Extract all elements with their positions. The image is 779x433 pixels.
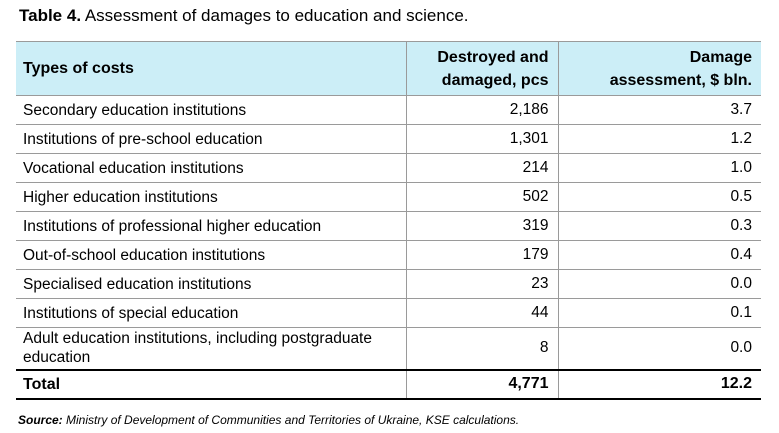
table-row xyxy=(16,96,761,125)
cell-count: 44 xyxy=(406,299,558,328)
source-text: Ministry of Development of Communities and Territories of Ukraine, KSE calculations. xyxy=(62,413,520,427)
cell-damage: 0.0 xyxy=(558,328,761,370)
caption-label: Table 4. xyxy=(19,6,82,25)
cell-damage: 0.5 xyxy=(558,183,761,212)
cell-count: 23 xyxy=(406,270,558,299)
header-col1-text: Types of costs xyxy=(23,60,134,77)
cell-count: 214 xyxy=(406,154,558,183)
table-row xyxy=(16,299,761,328)
table-row xyxy=(16,183,761,212)
header-damage-assessment xyxy=(558,42,761,96)
table-caption xyxy=(19,6,469,26)
cell-damage: 0.4 xyxy=(558,241,761,270)
cell-damage: 1.0 xyxy=(558,154,761,183)
total-damage: 12.2 xyxy=(558,370,761,399)
cell-count: 1,301 xyxy=(406,125,558,154)
cell-type: Institutions of pre-school education xyxy=(16,125,406,154)
cell-damage: 0.0 xyxy=(558,270,761,299)
header-types-of-costs xyxy=(16,42,406,96)
damages-table xyxy=(16,41,761,400)
table-header-row xyxy=(16,42,761,96)
cell-type: Specialised education institutions xyxy=(16,270,406,299)
table-row xyxy=(16,125,761,154)
cell-type: Institutions of special education xyxy=(16,299,406,328)
total-count: 4,771 xyxy=(406,370,558,399)
cell-count: 8 xyxy=(406,328,558,370)
cell-count: 319 xyxy=(406,212,558,241)
cell-count: 179 xyxy=(406,241,558,270)
source-label: Source: xyxy=(18,413,63,427)
cell-type: Vocational education institutions xyxy=(16,154,406,183)
cell-type: Institutions of professional higher education xyxy=(16,212,406,241)
total-row xyxy=(16,370,761,399)
header-col2-line1: Destroyed and xyxy=(437,48,549,66)
table-row xyxy=(16,241,761,270)
cell-damage: 0.3 xyxy=(558,212,761,241)
header-col3-line1: Damage xyxy=(689,48,752,66)
source-note xyxy=(18,413,519,427)
cell-damage: 3.7 xyxy=(558,96,761,125)
table-row xyxy=(16,212,761,241)
cell-type: Adult education institutions, including postgraduate education xyxy=(16,328,406,370)
cell-type: Secondary education institutions xyxy=(16,96,406,125)
cell-type: Out-of-school education institutions xyxy=(16,241,406,270)
cell-damage: 1.2 xyxy=(558,125,761,154)
table-row xyxy=(16,154,761,183)
header-col2-line2: damaged, pcs xyxy=(441,71,549,89)
header-col3-line2: assessment, $ bln. xyxy=(609,71,752,89)
caption-text: Assessment of damages to education and science. xyxy=(81,6,469,25)
table-row xyxy=(16,270,761,299)
cell-type: Higher education institutions xyxy=(16,183,406,212)
cell-count: 2,186 xyxy=(406,96,558,125)
total-label: Total xyxy=(16,370,406,399)
header-destroyed-damaged xyxy=(406,42,558,96)
table-row xyxy=(16,328,761,370)
cell-damage: 0.1 xyxy=(558,299,761,328)
cell-count: 502 xyxy=(406,183,558,212)
